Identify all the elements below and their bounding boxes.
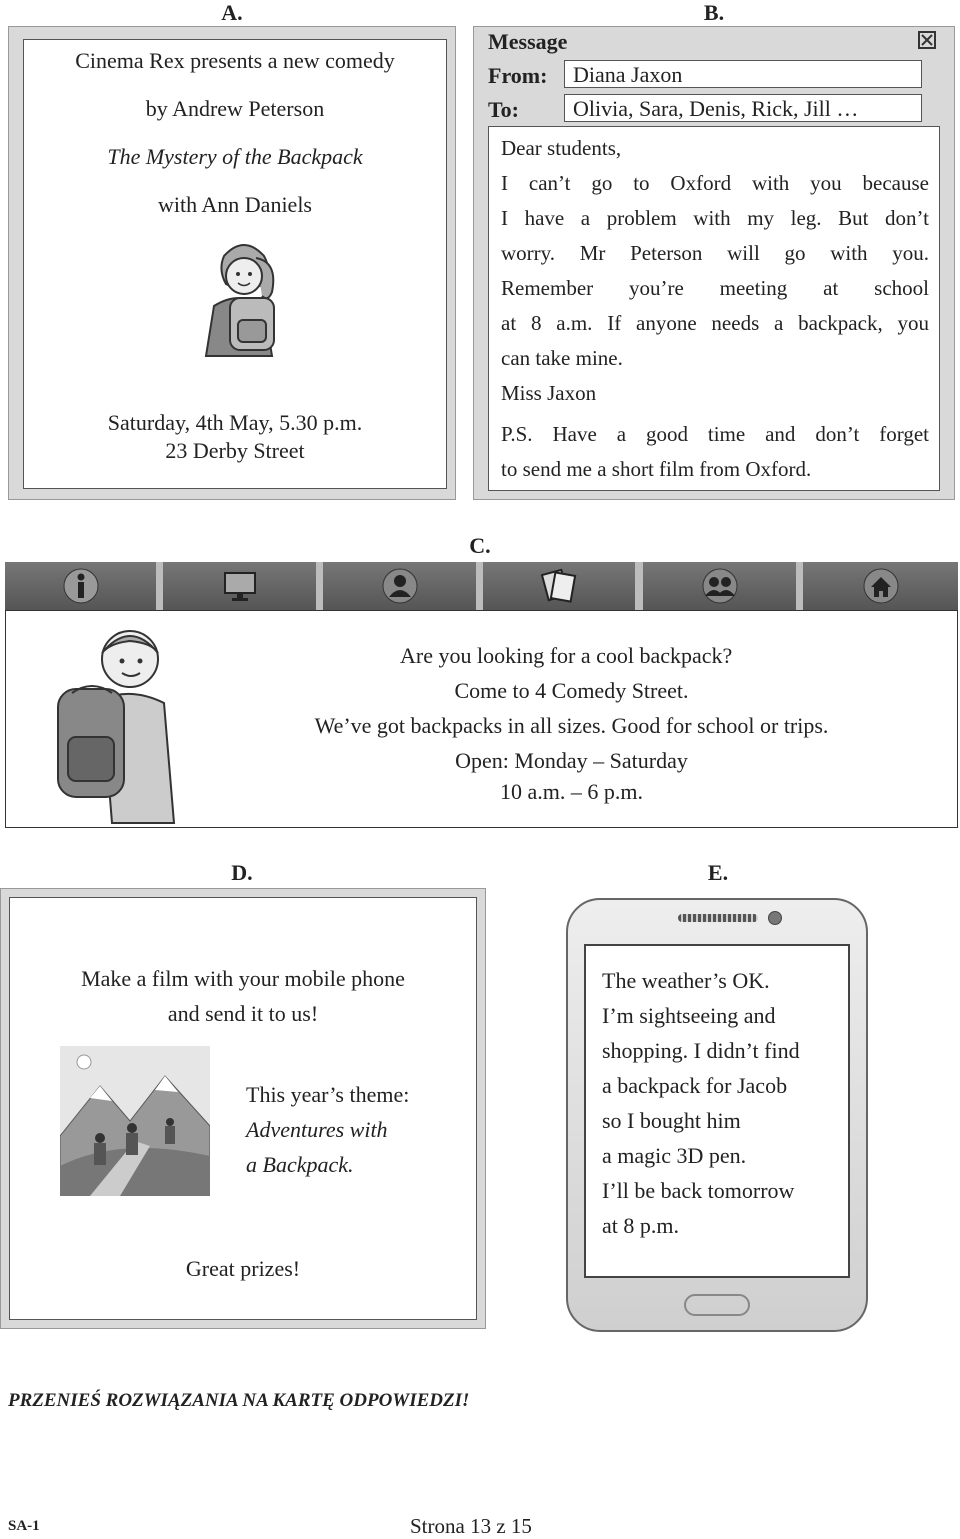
theme-title-1: Adventures with xyxy=(246,1117,388,1142)
poster-line-2: by Andrew Peterson xyxy=(145,96,325,121)
phone-speaker-icon xyxy=(678,914,758,922)
person-icon xyxy=(380,566,420,606)
sms-line: I’ll be back tomorrow xyxy=(602,1178,795,1203)
screening-date: Saturday, 4th May, 5.30 p.m. xyxy=(107,410,363,435)
advert-address: Come to 4 Comedy Street. xyxy=(454,678,689,703)
tab-monitor[interactable] xyxy=(163,562,316,610)
phone-home-button[interactable] xyxy=(684,1294,750,1316)
home-icon xyxy=(861,566,901,606)
answer-sheet-instruction: PRZENIEŚ ROZWIĄZANIA NA KARTĘ ODPOWIEDZI! xyxy=(8,1390,470,1411)
label-e: E. xyxy=(707,860,729,885)
message-line: Dear students, xyxy=(501,136,622,160)
phone-screen xyxy=(584,944,850,1278)
cinema-address: 23 Derby Street xyxy=(165,438,305,463)
hikers-mountain-picture xyxy=(60,1046,210,1196)
cinema-poster xyxy=(8,26,456,500)
label-a: A. xyxy=(221,0,243,25)
to-label: To: xyxy=(488,97,519,122)
message-line: can take mine. xyxy=(501,346,623,370)
message-line: at 8 a.m. If anyone needs a backpack, you xyxy=(501,311,929,335)
tab-person[interactable] xyxy=(323,562,476,610)
message-line: I have a problem with my leg. But don’t xyxy=(501,206,929,230)
tab-group[interactable] xyxy=(643,562,796,610)
message-body[interactable] xyxy=(488,126,940,491)
label-c: C. xyxy=(469,533,491,558)
message-line: P.S. Have a good time and don’t forget xyxy=(501,422,929,446)
sms-line: so I bought him xyxy=(602,1108,741,1133)
tab-home[interactable] xyxy=(803,562,958,610)
advert-line-3: We’ve got backpacks in all sizes. Good for school or trips. xyxy=(314,713,829,738)
monitor-icon xyxy=(220,566,260,606)
tab-tickets[interactable] xyxy=(483,562,635,610)
tab-info[interactable] xyxy=(5,562,156,610)
prizes-text: Great prizes! xyxy=(185,1256,301,1281)
message-line: Remember you’re meeting at school xyxy=(501,276,929,300)
film-title: The Mystery of the Backpack xyxy=(107,144,363,169)
competition-line-1: Make a film with your mobile phone xyxy=(81,966,405,991)
tickets-icon xyxy=(539,566,579,606)
sms-line: The weather’s OK. xyxy=(602,968,770,993)
label-d: D. xyxy=(231,860,253,885)
opening-hours: 10 a.m. – 6 p.m. xyxy=(500,779,643,804)
boy-with-backpack-illustration xyxy=(52,619,182,825)
info-icon xyxy=(61,566,101,606)
shop-advert xyxy=(5,610,958,828)
competition-line-2: and send it to us! xyxy=(167,1001,319,1026)
from-field[interactable]: Diana Jaxon xyxy=(564,60,922,88)
from-label: From: xyxy=(488,63,548,88)
message-line: to send me a short film from Oxford. xyxy=(501,457,812,481)
group-icon xyxy=(700,566,740,606)
message-line: worry. Mr Peterson will go with you. xyxy=(501,241,929,265)
sms-line: shopping. I didn’t find xyxy=(602,1038,800,1063)
advert-line-1: Are you looking for a cool backpack? xyxy=(400,643,733,668)
label-b: B. xyxy=(703,0,725,25)
phone-camera-icon xyxy=(768,911,782,925)
to-field[interactable]: Olivia, Sara, Denis, Rick, Jill … xyxy=(564,94,922,122)
opening-days: Open: Monday – Saturday xyxy=(455,748,688,773)
sms-line: a magic 3D pen. xyxy=(602,1143,747,1168)
message-window xyxy=(473,26,955,500)
theme-title-2: a Backpack. xyxy=(246,1152,354,1177)
mobile-phone xyxy=(566,898,868,1332)
sms-line: a backpack for Jacob xyxy=(602,1073,788,1098)
girl-with-backpack-illustration xyxy=(184,236,294,366)
exam-code: SA-1 xyxy=(8,1518,40,1534)
sms-line: at 8 p.m. xyxy=(602,1213,679,1238)
film-competition-poster xyxy=(0,888,486,1329)
page-number: Strona 13 z 15 xyxy=(410,1514,532,1538)
poster-line-4: with Ann Daniels xyxy=(158,192,312,217)
close-icon[interactable] xyxy=(918,31,936,49)
theme-label: This year’s theme: xyxy=(246,1082,410,1107)
message-signature: Miss Jaxon xyxy=(501,381,597,405)
sms-line: I’m sightseeing and xyxy=(602,1003,776,1028)
message-line: I can’t go to Oxford with you because xyxy=(501,171,929,195)
message-title: Message xyxy=(488,29,568,54)
website-nav-bar xyxy=(5,562,958,610)
poster-line-1: Cinema Rex presents a new comedy xyxy=(75,48,395,73)
